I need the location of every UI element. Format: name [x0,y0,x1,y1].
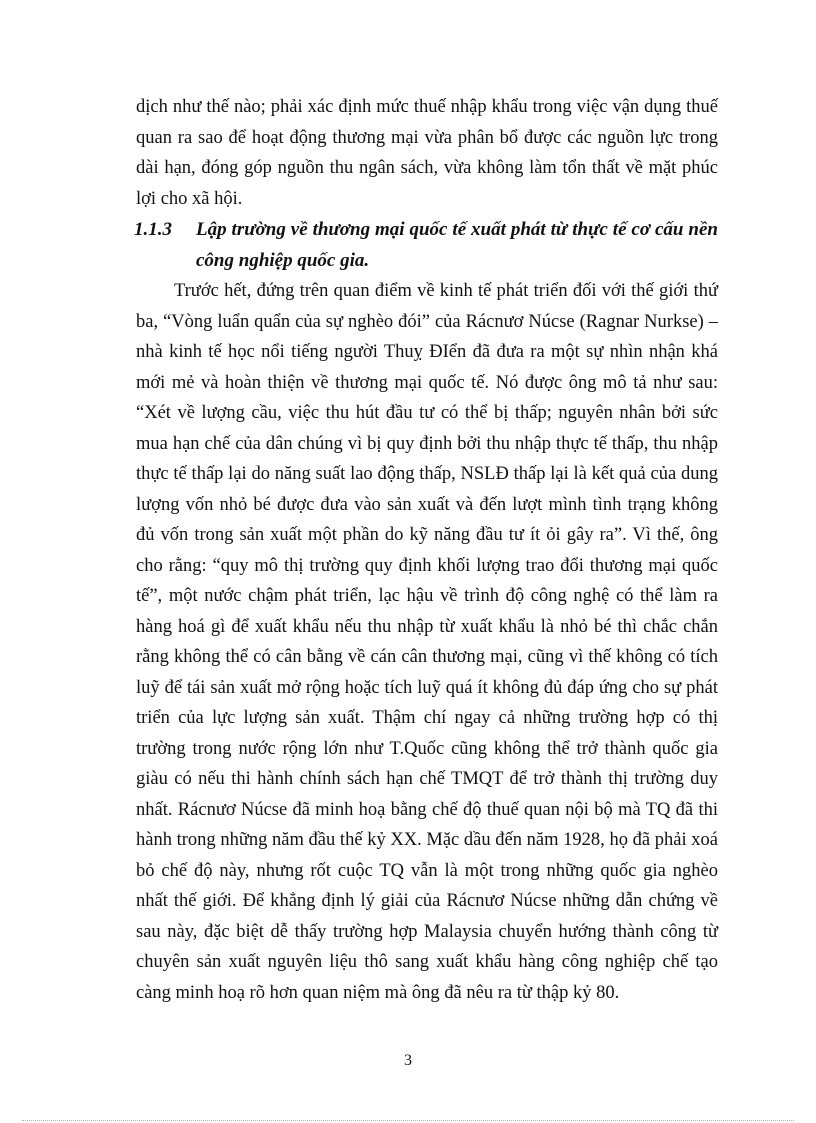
page-content [136,92,718,1008]
body-paragraph: Trước hết, đứng trên quan điểm về kinh tế phát triển đối với thế giới thứ ba, “Vòng luẩn quẩn của sự nghèo đói” của Rácnươ Núcse (Ragnar Nurkse) – nhà kinh tế học nổi tiếng người Thuỵ ĐIển đã đưa ra một sự nhìn nhận khá mới mẻ và hoàn thiện về thương mại quốc tế. Nó được ông mô tả như sau: “Xét về lượng cầu, việc thu hút đầu tư có thể bị thấp; nguyên nhân bởi sức mua hạn chế của dân chúng vì bị quy định bởi thu nhập thực tế thấp, thu nhập thực tế thấp lại do năng suất lao động thấp, NSLĐ thấp lại là kết quả của dung lượng vốn nhỏ bé được đưa vào sản xuất và đến lượt mình tình trạng không đủ vốn trong sản xuất một phần do kỹ năng đầu tư ít ỏi gây ra”. Vì thế, ông cho rằng: “quy mô thị trường quy định khối lượng trao đổi thương mại quốc tế”, một nước chậm phát triển, lạc hậu về trình độ công nghệ có thể làm ra hàng hoá gì để xuất khẩu nếu thu nhập từ xuất khẩu là nhỏ bé thì chắc chắn rằng không thể có cân bằng về cán cân thương mại, cũng vì thế không có tích luỹ để tái sản xuất mở rộng hoặc tích luỹ quá ít không đủ đáp ứng cho sự phát triển của lực lượng sản xuất. Thậm chí ngay cả những trường hợp có thị trường trong nước rộng lớn như T.Quốc cũng không thể trở thành quốc gia giàu có nếu thi hành chính sách hạn chế TMQT để trở thành thị trường duy nhất. Rácnươ Núcse đã minh hoạ bằng chế độ thuế quan nội bộ mà TQ đã thi hành trong những năm đầu thế kỷ XX. Mặc dầu đến năm 1928, họ đã phải xoá bỏ chế độ này, nhưng rốt cuộc TQ vẫn là một trong những quốc gia nghèo nhất thế giới. Để khẳng định lý giải của Rácnươ Núcse những dẫn chứng về sau này, đặc biệt dễ thấy trường hợp Malaysia chuyển hướng thành công từ chuyên sản xuất nguyên liệu thô sang xuất khẩu hàng công nghiệp chế tạo càng minh hoạ rõ hơn quan niệm mà ông đã nêu ra từ thập kỷ 80. [136,281,718,1003]
section-title: Lập trường về thương mại quốc tế xuất phát từ thực tế cơ cấu nền công nghiệp quốc gia. [196,219,718,271]
section-number: 1.1.3 [134,219,172,240]
page-bottom-divider [22,1120,794,1121]
continued-paragraph: dịch như thế nào; phải xác định mức thuế nhập khẩu trong việc vận dụng thuế quan ra sao để hoạt động thương mại vừa phân bổ được các nguồn lực trong dài hạn, đóng góp nguồn thu ngân sách, vừa không làm tổn thất về mặt phúc lợi cho xã hội. [136,97,718,209]
section-heading [136,214,718,276]
page-number: 3 [404,1052,412,1069]
